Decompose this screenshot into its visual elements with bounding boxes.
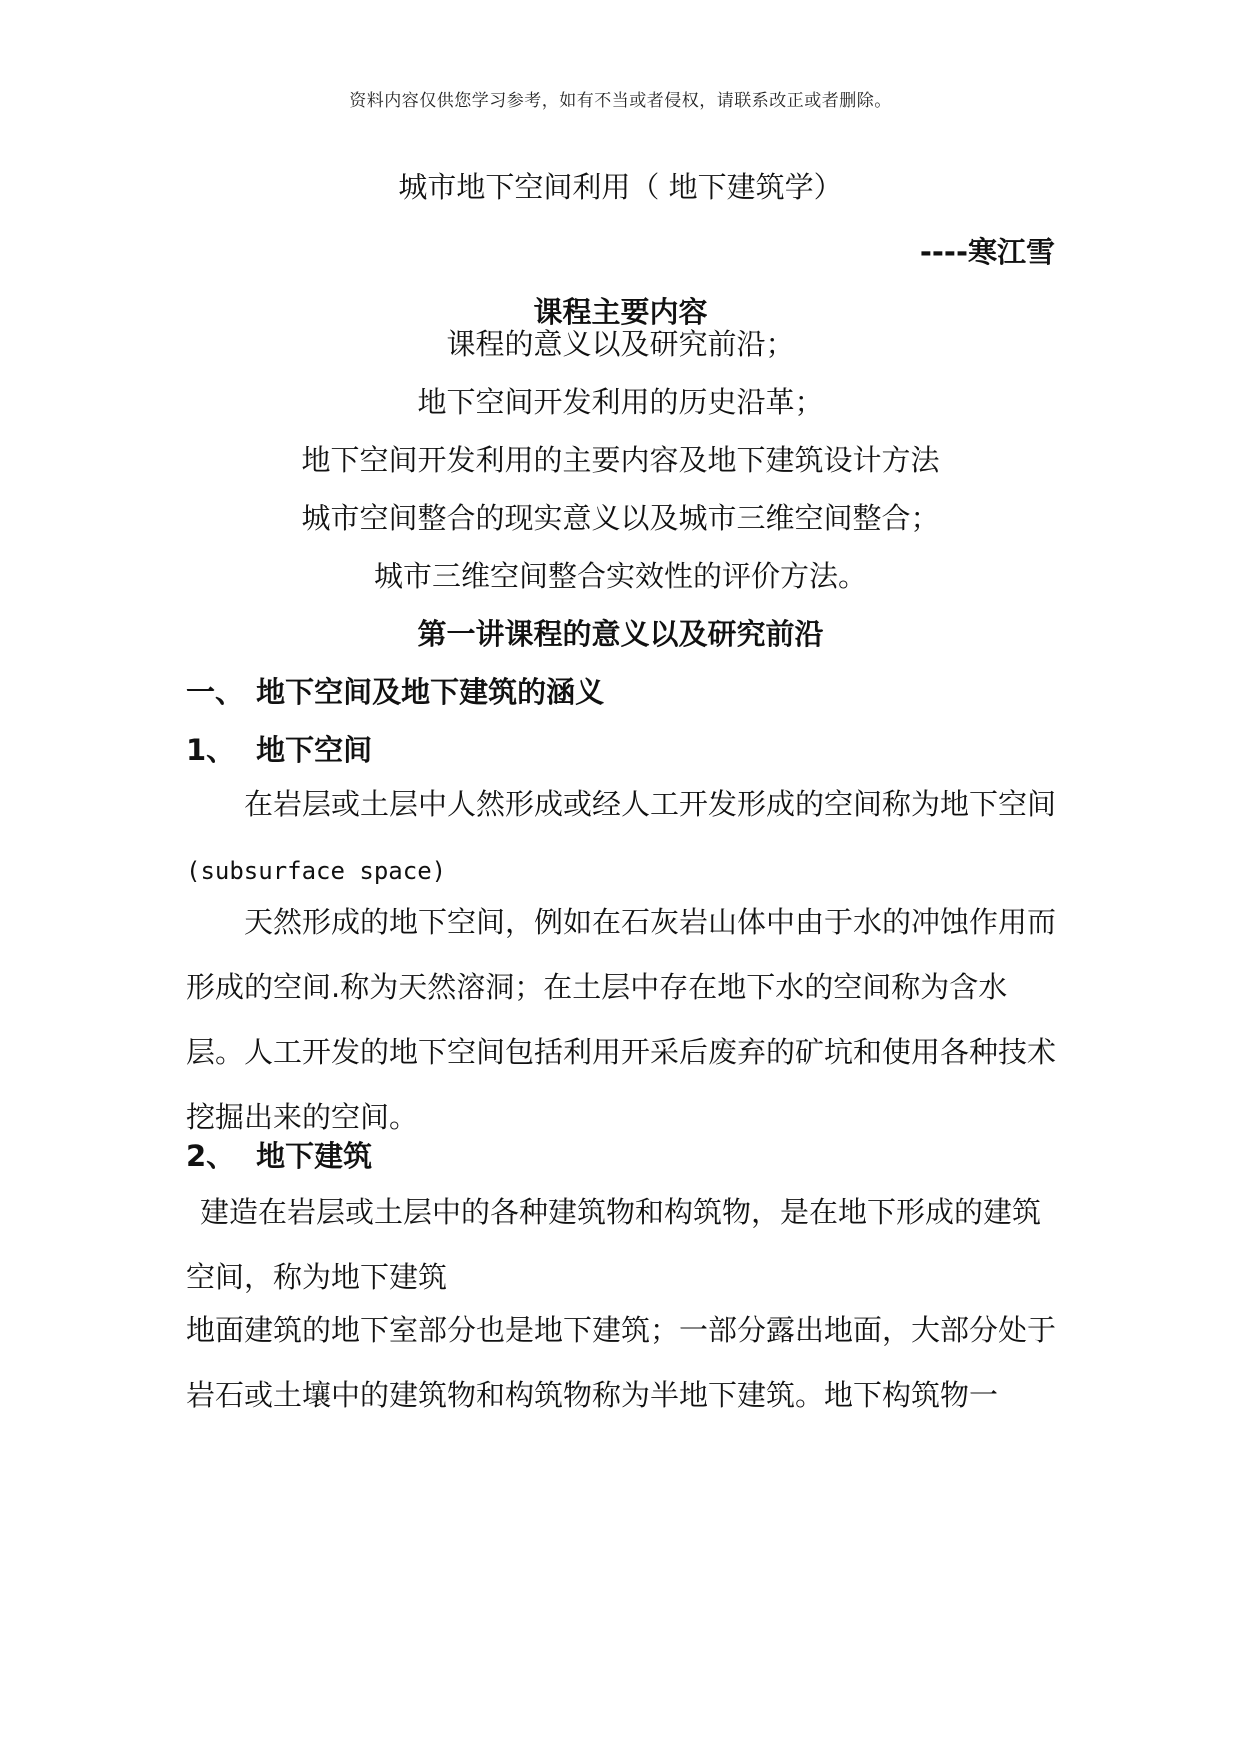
contents-item: 地下空间开发利用的主要内容及地下建筑设计方法 (301, 443, 940, 477)
lecture-heading: 第一讲课程的意义以及研究前沿 (417, 617, 824, 651)
section-number: 一、 (186, 675, 245, 709)
section-heading (186, 670, 604, 711)
contents-item: 课程的意义以及研究前沿； (446, 327, 795, 361)
contents-item: 城市空间整合的现实意义以及城市三维空间整合； (301, 501, 940, 535)
contents-item: 地下空间开发利用的历史沿革； (417, 385, 824, 419)
copyright-notice: 资料内容仅供您学习参考，如有不当或者侵权，请联系改正或者删除。 (349, 91, 892, 111)
subsection-number: 2、 (186, 1139, 236, 1173)
subsection-number: 1、 (186, 733, 236, 767)
subsection-label: 地下空间 (256, 733, 373, 767)
author-signature: ----寒江雪 (919, 235, 1055, 269)
paragraph: 天然形成的地下空间，例如在石灰岩山体中由于水的冲蚀作用而形成的空间.称为天然溶洞；在土层中存在地下水的空间称为含水层。人工开发的地下空间包括利用开采后废弃的矿坑和使用各种技术挖掘出来的空间。 (186, 905, 1057, 1134)
subsection-heading (186, 728, 372, 769)
contents-item: 城市三维空间整合实效性的评价方法。 (373, 559, 867, 593)
subsection-heading (186, 1134, 372, 1175)
section-label: 地下空间及地下建筑的涵义 (256, 675, 605, 709)
contents-heading: 课程主要内容 (533, 295, 708, 329)
paragraph: 地面建筑的地下室部分也是地下建筑；一部分露出地面，大部分处于岩石或土壤中的建筑物和构筑物称为半地下建筑。地下构筑物一 (186, 1313, 1057, 1412)
paragraph (186, 772, 1056, 904)
paragraph-text: 在岩层或土层中人然形成或经人工开发形成的空间称为地下空间 (244, 787, 1057, 821)
subsection-label: 地下建筑 (256, 1139, 373, 1173)
document-title: 城市地下空间利用（ 地下建筑学） (398, 170, 843, 204)
paragraph: 建造在岩层或土层中的各种建筑物和构筑物，是在地下形成的建筑空间，称为地下建筑 (186, 1195, 1042, 1294)
paragraph-term: (subsurface space) (186, 857, 447, 885)
